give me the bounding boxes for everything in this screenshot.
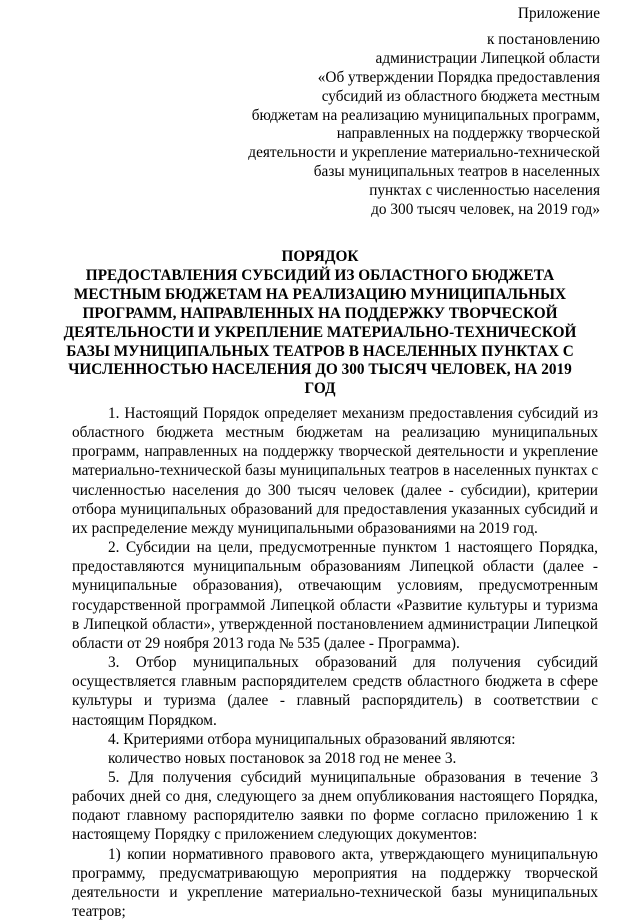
paragraph-line: предоставляются муниципальным образованиям Липецкой области (далее - [72, 558, 598, 576]
title-line: ДЕЯТЕЛЬНОСТИ И УКРЕПЛЕНИЕ МАТЕРИАЛЬНО-ТЕХНИЧЕСКОЙ [63, 323, 577, 341]
title-line: МЕСТНЫМ БЮДЖЕТАМ НА РЕАЛИЗАЦИЮ МУНИЦИПАЛЬНЫХ [73, 285, 567, 303]
paragraph-line: области от 29 ноября 2013 года № 535 (далее - Программа). [72, 634, 460, 652]
paragraph-line: осуществляется главным распорядителем средств областного бюджета в сфере [72, 673, 598, 691]
appendix-line: направленных на поддержку творческой [336, 125, 600, 143]
paragraph-line: 1) копии нормативного правового акта, утверждающего муниципальную [108, 845, 598, 863]
paragraph-line: 3. Отбор муниципальных образований для получения субсидий [108, 654, 598, 672]
paragraph-line: подают главному распорядителю заявки по форме согласно приложению 1 к [72, 807, 598, 825]
paragraph-line: муниципальные образования), отвечающим условиям, предусмотренным [72, 577, 598, 595]
title-line: БАЗЫ МУНИЦИПАЛЬНЫХ ТЕАТРОВ В НАСЕЛЕННЫХ ПУНКТАХ С [66, 342, 574, 360]
appendix-line: Приложение [517, 5, 600, 22]
appendix-line: «Об утверждении Порядка предоставления [317, 68, 600, 86]
paragraph-line: отбора муниципальных образований для предоставления указанных субсидий и [72, 500, 598, 518]
paragraph-line: программу, предусматривающую мероприятия на поддержку творческой [72, 864, 598, 882]
appendix-line: деятельности и укрепление материально-технической [248, 144, 600, 162]
appendix-line: к постановлению [486, 30, 600, 48]
appendix-line: до 300 тысяч человек, на 2019 год» [371, 201, 600, 219]
title-line: ПРЕДОСТАВЛЕНИЯ СУБСИДИЙ ИЗ ОБЛАСТНОГО БЮДЖЕТА [85, 266, 555, 284]
paragraph-line: рабочих дней со дня, следующего за днем опубликования настоящего Порядка, [72, 788, 598, 806]
paragraph-line: 4. Критериями отбора муниципальных образований являются: [108, 730, 516, 748]
appendix-line: базы муниципальных театров в населенных [313, 163, 600, 181]
paragraph-3 [72, 653, 598, 730]
paragraph-line: программ, направленных на поддержку творческой деятельности и укрепление [72, 443, 598, 461]
paragraph-line: театров; [72, 903, 126, 921]
paragraph-line: государственной программой Липецкой области «Развитие культуры и туризма [72, 596, 598, 614]
document-title [0, 248, 640, 399]
paragraph-line: в Липецкой области», утвержденной постановлением администрации Липецкой [72, 615, 598, 633]
paragraph-4-criterion [72, 749, 598, 768]
title-line: ПРОГРАММ, НАПРАВЛЕННЫХ НА ПОДДЕРЖКУ ТВОРЧЕСКОЙ [82, 304, 558, 322]
title-line: ПОРЯДОК [281, 248, 359, 265]
paragraph-line: областного бюджета местным бюджетам на реализацию муниципальных [72, 424, 598, 442]
paragraph-4 [72, 730, 598, 749]
title-line: ЧИСЛЕННОСТЬЮ НАСЕЛЕНИЯ ДО 300 ТЫСЯЧ ЧЕЛОВЕК, НА 2019 [68, 361, 572, 379]
paragraph-line: культуры и туризма (далее - главный распорядитель) в соответствии с [72, 692, 598, 710]
appendix-line: пунктах с численностью населения [369, 182, 600, 200]
paragraph-2 [72, 538, 598, 653]
paragraph-line: численностью населения до 300 тысяч человек (далее - субсидии), критерии [72, 481, 598, 499]
paragraph-1 [72, 404, 598, 538]
title-line: ГОД [304, 380, 336, 398]
paragraph-line: деятельности и укрепление материально-технической базы муниципальных [72, 883, 598, 901]
appendix-header [200, 5, 600, 220]
paragraph-line: их распределение между муниципальными образованиями на 2019 год. [72, 519, 538, 537]
paragraph-line: количество новых постановок за 2018 год не менее 3. [108, 749, 457, 767]
appendix-line: бюджетам на реализацию муниципальных программ, [251, 106, 600, 124]
paragraph-line: настоящим Порядком. [72, 711, 217, 729]
paragraph-line: 2. Субсидии на цели, предусмотренные пунктом 1 настоящего Порядка, [108, 539, 598, 557]
paragraph-5-item-1 [72, 845, 598, 921]
document-body [72, 404, 598, 921]
paragraph-line: 5. Для получения субсидий муниципальные образования в течение 3 [108, 768, 598, 786]
appendix-line: администрации Липецкой области [375, 49, 600, 67]
paragraph-line: 1. Настоящий Порядок определяет механизм предоставления субсидий из [108, 405, 598, 422]
paragraph-line: настоящему Порядку с приложением следующих документов: [72, 826, 478, 844]
paragraph-line: материально-технической базы муниципальных театров в населенных пунктах с [72, 462, 599, 480]
paragraph-5 [72, 768, 598, 845]
appendix-line: субсидий из областного бюджета местным [321, 87, 600, 105]
